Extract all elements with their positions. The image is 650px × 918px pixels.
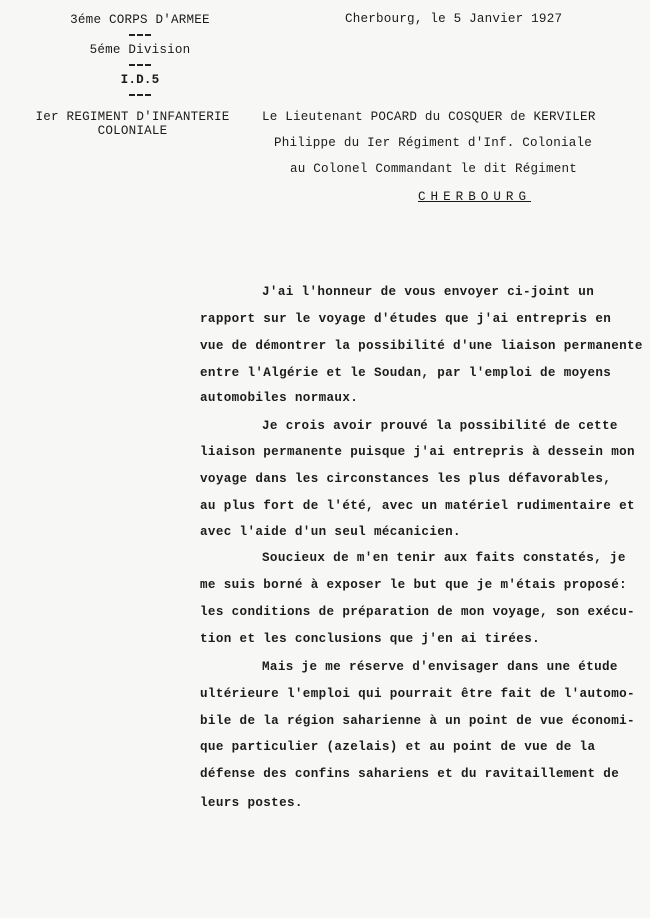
body-line: leurs postes. <box>200 796 303 810</box>
place-date: Cherbourg, le 5 Janvier 1927 <box>345 12 563 26</box>
body-line: automobiles normaux. <box>200 391 359 405</box>
id-label: I.D.5 <box>120 73 160 87</box>
separator-dash <box>40 30 240 40</box>
body-line: tion et les conclusions que j'en ai tirées. <box>200 632 541 646</box>
recipient-line: au Colonel Commandant le dit Régiment <box>290 162 578 176</box>
body-line: Soucieux de m'en tenir aux faits constatés, je <box>262 551 626 565</box>
body-line: entre l'Algérie et le Soudan, par l'emploi de moyens <box>200 366 612 380</box>
body-line: me suis borné à exposer le but que je m'étais proposé: <box>200 578 628 592</box>
body-line: voyage dans les circonstances les plus défavorables, <box>200 472 612 486</box>
body-line: liaison permanente puisque j'ai entrepris à dessein mon <box>200 445 635 459</box>
body-line: que particulier (azelais) et au point de vue de la <box>200 740 596 754</box>
body-line: vue de démontrer la possibilité d'une liaison permanente <box>200 339 643 353</box>
body-line: les conditions de préparation de mon voyage, son exécu- <box>200 605 635 619</box>
regiment-label-line1: Ier REGIMENT D'INFANTERIE <box>35 110 230 124</box>
corps-label: 3éme CORPS D'ARMEE <box>70 13 210 27</box>
sender-line-2: Philippe du Ier Régiment d'Inf. Coloniale <box>274 136 593 150</box>
separator-dash <box>40 90 240 100</box>
body-line: rapport sur le voyage d'études que j'ai entrepris en <box>200 312 612 326</box>
regiment-label-line2: COLONIALE <box>97 124 168 138</box>
body-line: Mais je me réserve d'envisager dans une étude <box>262 660 618 674</box>
body-line: J'ai l'honneur de vous envoyer ci-joint un <box>262 285 595 299</box>
body-line: bile de la région saharienne à un point de vue économi- <box>200 714 635 728</box>
division-label: 5éme Division <box>89 43 191 57</box>
sender-line-1: Le Lieutenant POCARD du COSQUER de KERVILER <box>262 110 596 124</box>
body-line: au plus fort de l'été, avec un matériel rudimentaire et <box>200 499 635 513</box>
body-line: ultérieure l'emploi qui pourrait être fait de l'automo- <box>200 687 635 701</box>
separator-dash <box>40 60 240 70</box>
body-line: avec l'aide d'un seul mécanicien. <box>200 525 461 539</box>
recipient-city: CHERBOURG <box>418 190 532 204</box>
body-line: défense des confins sahariens et du ravitaillement de <box>200 767 620 781</box>
body-line: Je crois avoir prouvé la possibilité de cette <box>262 419 618 433</box>
military-unit-header <box>40 10 240 100</box>
